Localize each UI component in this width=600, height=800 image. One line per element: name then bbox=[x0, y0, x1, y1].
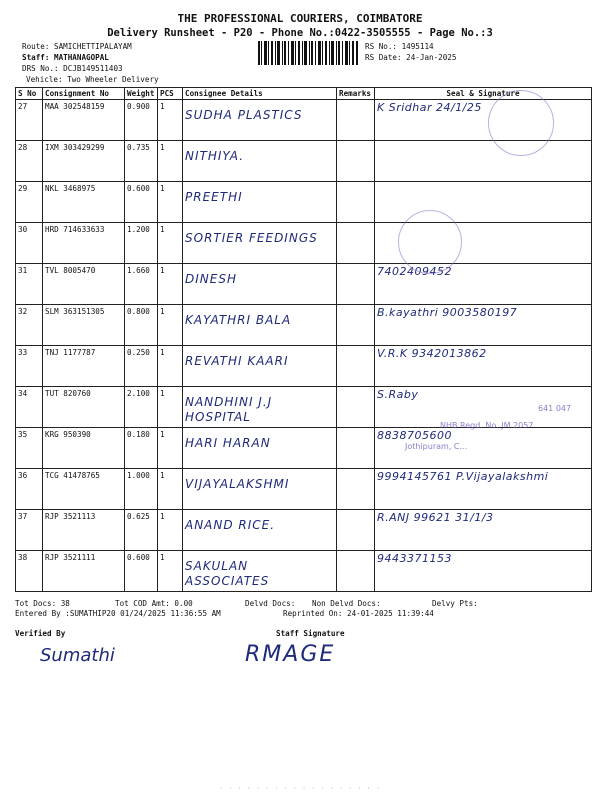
cell-consignee-text: SORTIER FEEDINGS bbox=[185, 231, 318, 245]
document-title: THE PROFESSIONAL COURIERS, COIMBATORE bbox=[177, 12, 423, 25]
cell-consignment-no-text: KRG 950390 bbox=[45, 430, 91, 439]
cell-remarks bbox=[337, 346, 375, 387]
cell-weight bbox=[125, 346, 158, 387]
cell-consignee bbox=[183, 100, 337, 141]
cell-consignee bbox=[183, 305, 337, 346]
cell-pcs-text: 1 bbox=[160, 266, 165, 275]
cell-pcs-text: 1 bbox=[160, 512, 165, 521]
barcode-icon bbox=[258, 41, 358, 65]
cell-consignee bbox=[183, 469, 337, 510]
cell-remarks bbox=[337, 223, 375, 264]
cell-remarks bbox=[337, 551, 375, 592]
cell-pcs bbox=[158, 428, 183, 469]
cell-pcs bbox=[158, 223, 183, 264]
cell-remarks bbox=[337, 305, 375, 346]
cell-sno-text: 34 bbox=[18, 389, 28, 398]
cell-sno-text: 27 bbox=[18, 102, 28, 111]
seal-stamp-icon bbox=[488, 90, 554, 156]
cell-weight-text: 0.800 bbox=[127, 307, 150, 316]
cell-pcs bbox=[158, 182, 183, 223]
cell-consignment-no-text: RJP 3521113 bbox=[45, 512, 96, 521]
cell-weight bbox=[125, 387, 158, 428]
cell-sno bbox=[16, 551, 43, 592]
cell-weight bbox=[125, 510, 158, 551]
cell-sno-text: 38 bbox=[18, 553, 28, 562]
cell-consignment-no bbox=[43, 264, 125, 305]
cell-pcs bbox=[158, 469, 183, 510]
cell-consignee bbox=[183, 182, 337, 223]
cell-consignment-no bbox=[43, 469, 125, 510]
cell-sno-text: 33 bbox=[18, 348, 28, 357]
cell-consignee bbox=[183, 428, 337, 469]
cell-sno bbox=[16, 510, 43, 551]
cell-sno bbox=[16, 223, 43, 264]
cell-weight bbox=[125, 551, 158, 592]
cell-weight bbox=[125, 182, 158, 223]
cell-consignment-no bbox=[43, 141, 125, 182]
cell-sno-text: 28 bbox=[18, 143, 28, 152]
cell-consignee bbox=[183, 551, 337, 592]
cell-pcs bbox=[158, 305, 183, 346]
delvd-docs: Delvd Docs: bbox=[245, 599, 296, 608]
col-header-consignment: Consignment No bbox=[43, 88, 125, 100]
cell-consignment-no-text: IXM 303429299 bbox=[45, 143, 105, 152]
cell-remarks bbox=[337, 100, 375, 141]
cell-weight-text: 0.625 bbox=[127, 512, 150, 521]
cell-sno bbox=[16, 387, 43, 428]
cell-consignment-no bbox=[43, 387, 125, 428]
cell-sno bbox=[16, 264, 43, 305]
cell-consignment-no bbox=[43, 305, 125, 346]
cell-seal-signature-text: 9994145761 P.Vijayalakshmi bbox=[377, 470, 549, 483]
cell-consignment-no bbox=[43, 428, 125, 469]
route-value: SAMICHETTIPALAYAM bbox=[54, 42, 132, 51]
cell-weight-text: 0.600 bbox=[127, 184, 150, 193]
cell-seal-signature bbox=[375, 551, 592, 592]
cell-pcs-text: 1 bbox=[160, 184, 165, 193]
route-line: Route: SAMICHETTIPALAYAM bbox=[22, 42, 132, 51]
cell-consignee-text: NITHIYA. bbox=[185, 149, 245, 163]
cell-consignee bbox=[183, 264, 337, 305]
cell-seal-signature bbox=[375, 469, 592, 510]
cell-consignment-no-text: TCG 41478765 bbox=[45, 471, 100, 480]
cell-sno-text: 36 bbox=[18, 471, 28, 480]
staff-line: Staff: MATHANAGOPAL bbox=[22, 53, 109, 62]
cell-sno bbox=[16, 182, 43, 223]
staff-signature: RMAGE bbox=[245, 642, 336, 667]
cell-consignee-text: SUDHA PLASTICS bbox=[185, 108, 303, 122]
cell-seal-signature bbox=[375, 100, 592, 141]
cell-remarks bbox=[337, 264, 375, 305]
reprinted-on: Reprinted On: 24-01-2025 11:39:44 bbox=[283, 609, 434, 618]
cell-sno bbox=[16, 428, 43, 469]
table-row bbox=[16, 346, 592, 387]
cell-consignee bbox=[183, 346, 337, 387]
cell-weight bbox=[125, 223, 158, 264]
cell-sno bbox=[16, 346, 43, 387]
cell-seal-signature-text: 7402409452 bbox=[377, 265, 452, 278]
table-row bbox=[16, 264, 592, 305]
cell-pcs-text: 1 bbox=[160, 102, 165, 111]
tot-cod: Tot COD Amt: 0.00 bbox=[115, 599, 193, 608]
cell-consignment-no-text: MAA 302548159 bbox=[45, 102, 105, 111]
cell-pcs-text: 1 bbox=[160, 225, 165, 234]
cell-pcs-text: 1 bbox=[160, 430, 165, 439]
cell-pcs bbox=[158, 551, 183, 592]
col-header-pcs: PCS bbox=[158, 88, 183, 100]
cell-consignee-text: PREETHI bbox=[185, 190, 243, 204]
cell-weight-text: 1.200 bbox=[127, 225, 150, 234]
cell-seal-signature-text: 8838705600 bbox=[377, 429, 452, 442]
cell-weight-text: 0.180 bbox=[127, 430, 150, 439]
cell-seal-signature-text: S.Raby bbox=[377, 388, 419, 401]
cell-pcs bbox=[158, 387, 183, 428]
cell-pcs-text: 1 bbox=[160, 348, 165, 357]
cell-consignment-no bbox=[43, 223, 125, 264]
cell-remarks bbox=[337, 428, 375, 469]
entered-by: Entered By :SUMATHIP20 01/24/2025 11:36:55 AM bbox=[15, 609, 221, 618]
drs-value: DCJB149511403 bbox=[63, 64, 123, 73]
table-row bbox=[16, 510, 592, 551]
staff-signature-label: Staff Signature bbox=[276, 629, 345, 638]
verified-signature: Sumathi bbox=[40, 645, 115, 666]
cell-pcs-text: 1 bbox=[160, 471, 165, 480]
rs-date-line: RS Date: 24-Jan-2025 bbox=[365, 53, 457, 62]
tot-docs: Tot Docs: 38 bbox=[15, 599, 70, 608]
cell-pcs bbox=[158, 141, 183, 182]
cell-sno-text: 31 bbox=[18, 266, 28, 275]
cell-pcs-text: 1 bbox=[160, 143, 165, 152]
rs-no-value: 1495114 bbox=[401, 42, 434, 51]
cell-consignee bbox=[183, 510, 337, 551]
cell-seal-signature bbox=[375, 264, 592, 305]
cell-consignment-no bbox=[43, 346, 125, 387]
cell-sno bbox=[16, 100, 43, 141]
cell-seal-signature-text: K Sridhar 24/1/25 bbox=[377, 101, 482, 114]
cell-consignee-text: SAKULAN ASSOCIATES bbox=[185, 559, 270, 588]
cell-consignee-text: NANDHINI J.J HOSPITAL bbox=[185, 395, 273, 424]
cell-consignee-text: VIJAYALAKSHMI bbox=[185, 477, 290, 491]
cell-pcs bbox=[158, 100, 183, 141]
cell-sno bbox=[16, 141, 43, 182]
cell-weight bbox=[125, 264, 158, 305]
document-subtitle: Delivery Runsheet - P20 - Phone No.:0422-3505555 - Page No.:3 bbox=[107, 27, 493, 39]
table-body bbox=[16, 100, 592, 592]
cell-seal-signature bbox=[375, 510, 592, 551]
cell-remarks bbox=[337, 469, 375, 510]
cell-pcs bbox=[158, 346, 183, 387]
table-row bbox=[16, 305, 592, 346]
stamp-pin-text: 641 047 bbox=[538, 404, 572, 413]
staff-value: MATHANAGOPAL bbox=[54, 53, 109, 62]
seal-stamp-icon bbox=[398, 210, 462, 274]
stamp-reg-text: NHB Regd. No. JM 2057 bbox=[440, 421, 534, 430]
cell-weight-text: 2.100 bbox=[127, 389, 150, 398]
cell-pcs-text: 1 bbox=[160, 553, 165, 562]
cell-consignment-no bbox=[43, 100, 125, 141]
table-row bbox=[16, 469, 592, 510]
cell-seal-signature bbox=[375, 305, 592, 346]
cell-consignment-no-text: TUT 820760 bbox=[45, 389, 91, 398]
cell-seal-signature bbox=[375, 141, 592, 182]
cell-consignment-no bbox=[43, 510, 125, 551]
cell-weight-text: 0.250 bbox=[127, 348, 150, 357]
col-header-seal: Seal & Signature bbox=[375, 88, 592, 100]
col-header-sno: S No bbox=[16, 88, 43, 100]
col-header-weight: Weight bbox=[125, 88, 158, 100]
cell-weight-text: 0.900 bbox=[127, 102, 150, 111]
rs-no-line: RS No.: 1495114 bbox=[365, 42, 434, 51]
cell-pcs bbox=[158, 264, 183, 305]
col-header-remarks: Remarks bbox=[337, 88, 375, 100]
cell-consignee bbox=[183, 223, 337, 264]
cell-weight bbox=[125, 100, 158, 141]
cell-consignee-text: KAYATHRI BALA bbox=[185, 313, 292, 327]
cell-consignment-no-text: TNJ 1177787 bbox=[45, 348, 96, 357]
cell-sno bbox=[16, 305, 43, 346]
cell-seal-signature-text: V.R.K 9342013862 bbox=[377, 347, 487, 360]
cell-weight-text: 1.660 bbox=[127, 266, 150, 275]
cell-consignee-text: DINESH bbox=[185, 272, 237, 286]
cell-weight bbox=[125, 469, 158, 510]
cell-remarks bbox=[337, 387, 375, 428]
table-row bbox=[16, 428, 592, 469]
cell-weight-text: 0.600 bbox=[127, 553, 150, 562]
cell-sno-text: 37 bbox=[18, 512, 28, 521]
cell-weight bbox=[125, 141, 158, 182]
cell-sno-text: 35 bbox=[18, 430, 28, 439]
page-edge-marks: · · · · · · · · · · · · · · · · · · bbox=[219, 785, 381, 792]
verified-by-label: Verified By bbox=[15, 629, 66, 638]
cell-consignee-text: ANAND RICE. bbox=[185, 518, 276, 532]
cell-weight bbox=[125, 305, 158, 346]
cell-sno bbox=[16, 469, 43, 510]
cell-consignment-no-text: RJP 3521111 bbox=[45, 553, 96, 562]
stamp-text-line: Jothipuram, C... bbox=[405, 442, 468, 451]
cell-seal-signature-text: 9443371153 bbox=[377, 552, 452, 565]
cell-seal-signature bbox=[375, 346, 592, 387]
col-header-consignee: Consignee Details bbox=[183, 88, 337, 100]
cell-weight bbox=[125, 428, 158, 469]
cell-sno-text: 29 bbox=[18, 184, 28, 193]
cell-consignment-no-text: TVL 8005470 bbox=[45, 266, 96, 275]
cell-seal-signature-text: B.kayathri 9003580197 bbox=[377, 306, 518, 319]
table-row bbox=[16, 223, 592, 264]
cell-consignment-no-text: HRD 714633633 bbox=[45, 225, 105, 234]
rs-date-value: 24-Jan-2025 bbox=[406, 53, 457, 62]
table-row bbox=[16, 551, 592, 592]
cell-consignee bbox=[183, 141, 337, 182]
vehicle-value: Two Wheeler Delivery bbox=[67, 75, 159, 84]
table-row bbox=[16, 182, 592, 223]
cell-pcs-text: 1 bbox=[160, 307, 165, 316]
cell-consignment-no-text: NKL 3468975 bbox=[45, 184, 96, 193]
drs-line: DRS No.: DCJB149511403 bbox=[22, 64, 123, 73]
cell-consignment-no-text: SLM 363151305 bbox=[45, 307, 105, 316]
cell-consignment-no bbox=[43, 182, 125, 223]
cell-sno-text: 32 bbox=[18, 307, 28, 316]
cell-consignment-no bbox=[43, 551, 125, 592]
cell-seal-signature bbox=[375, 182, 592, 223]
vehicle-line: Vehicle: Two Wheeler Delivery bbox=[26, 75, 159, 84]
cell-weight-text: 1.000 bbox=[127, 471, 150, 480]
cell-weight-text: 0.735 bbox=[127, 143, 150, 152]
cell-remarks bbox=[337, 510, 375, 551]
cell-pcs-text: 1 bbox=[160, 389, 165, 398]
cell-sno-text: 30 bbox=[18, 225, 28, 234]
cell-consignee-text: REVATHI KAARI bbox=[185, 354, 289, 368]
cell-pcs bbox=[158, 510, 183, 551]
cell-seal-signature-text: R.ANJ 99621 31/1/3 bbox=[377, 511, 494, 524]
runsheet-table bbox=[15, 87, 592, 592]
cell-consignee bbox=[183, 387, 337, 428]
cell-remarks bbox=[337, 141, 375, 182]
cell-consignee-text: HARI HARAN bbox=[185, 436, 271, 450]
non-delvd-docs: Non Delvd Docs: bbox=[312, 599, 381, 608]
cell-remarks bbox=[337, 182, 375, 223]
delvy-pts: Delvy Pts: bbox=[432, 599, 478, 608]
